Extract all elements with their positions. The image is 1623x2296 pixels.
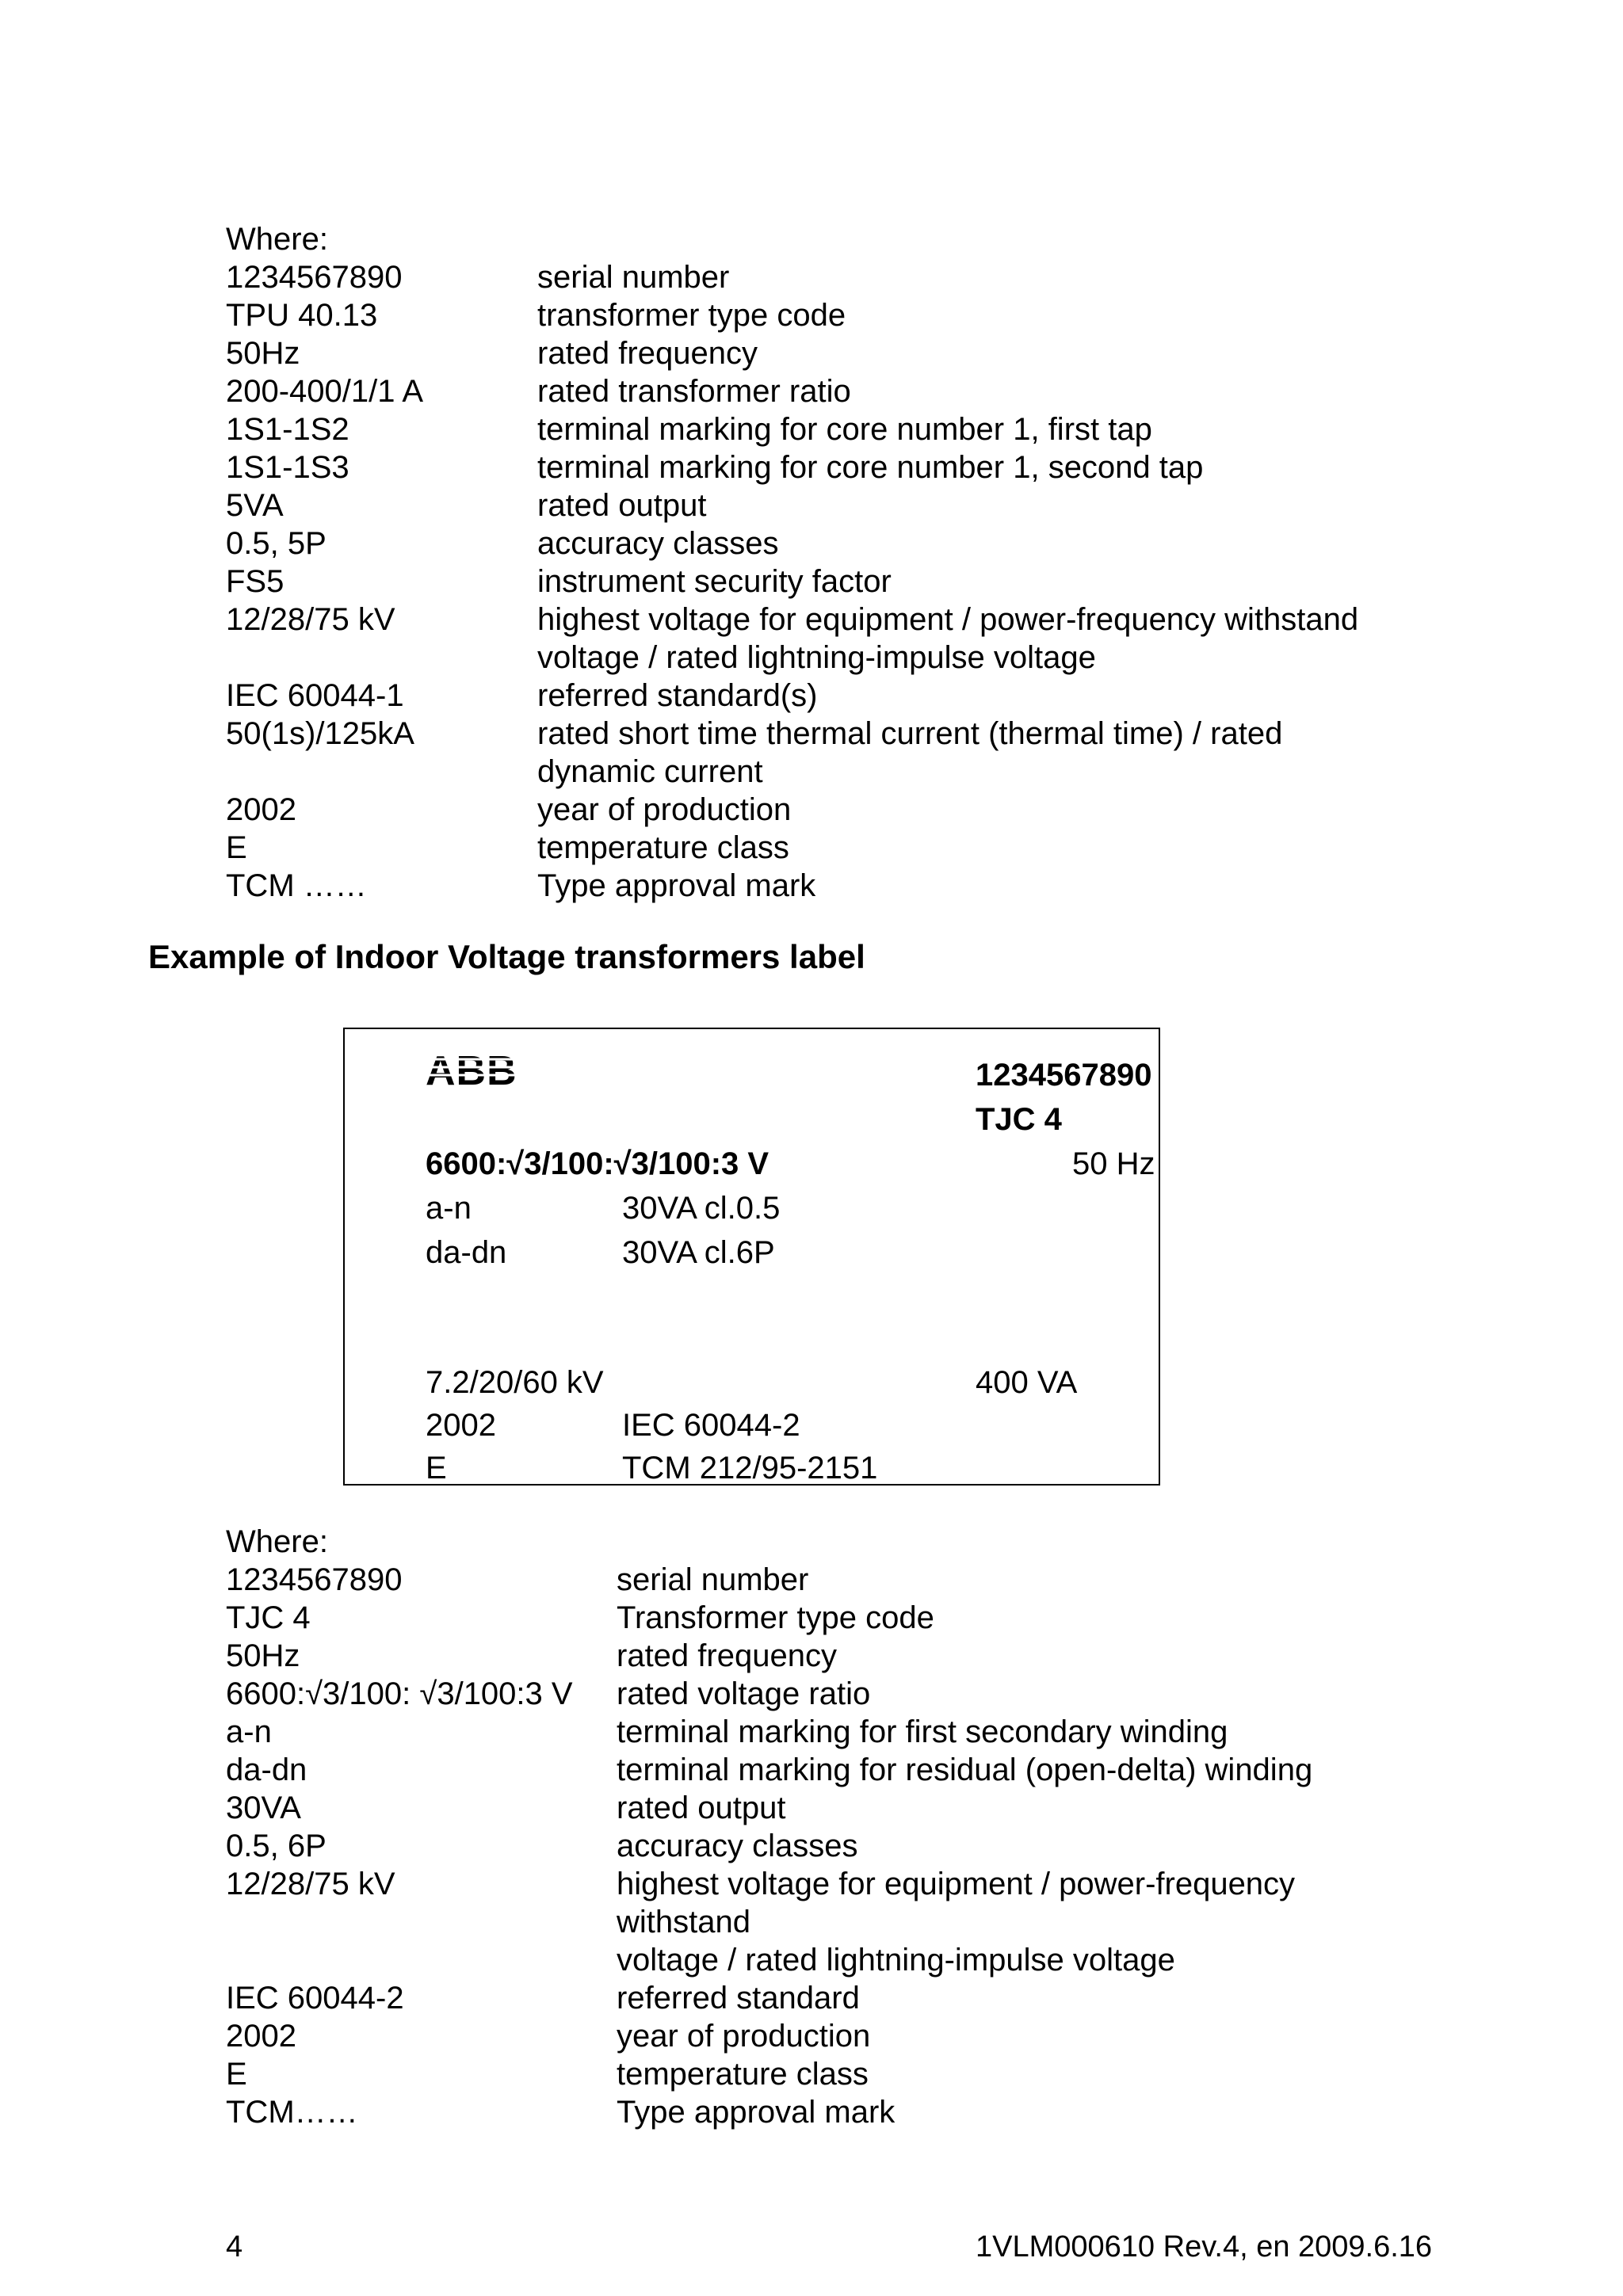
legend-description: rated frequency: [537, 336, 758, 371]
nameplate-type-code: TJC 4: [976, 1102, 1062, 1137]
legend-row: [226, 1789, 1415, 1827]
legend-description: accuracy classes: [537, 526, 779, 561]
legend-description: Type approval mark: [617, 2095, 896, 2130]
legend-intro: Where:: [226, 222, 328, 257]
document-id: 1VLM000610 Rev.4, en 2009.6.16: [976, 2230, 1433, 2264]
legend-description: rated output: [617, 1791, 786, 1825]
legend-term: E: [226, 830, 247, 865]
legend-row: [226, 867, 1415, 905]
legend-row: [226, 601, 1415, 677]
legend-description: temperature class: [537, 830, 789, 865]
legend-row: [226, 296, 1415, 334]
legend-term: TCM ……: [226, 868, 367, 903]
legend-description: Transformer type code: [617, 1600, 934, 1635]
legend-term: 12/28/75 kV: [226, 1867, 395, 1901]
legend-term: 200-400/1/1 A: [226, 374, 424, 409]
legend-row: [226, 486, 1415, 524]
nameplate-thermal-rating: 400 VA: [976, 1365, 1078, 1400]
nameplate-approval-mark: TCM 212/95-2151: [622, 1451, 878, 1486]
legend-term: E: [226, 2057, 247, 2092]
current-transformer-legend: [226, 220, 1415, 905]
legend-term: 50(1s)/125kA: [226, 716, 414, 751]
legend-row: [226, 1979, 1415, 2017]
section-heading: Example of Indoor Voltage transformers label: [148, 938, 865, 975]
legend-term: TJC 4: [226, 1600, 311, 1635]
legend-term: 1234567890: [226, 1562, 403, 1597]
legend-row: [226, 1941, 1415, 1979]
legend-row: [226, 372, 1415, 410]
legend-term: IEC 60044-2: [226, 1981, 404, 2016]
legend-row: [226, 829, 1415, 867]
nameplate-standard: IEC 60044-2: [622, 1408, 800, 1443]
nameplate-voltage-ratio: 6600:√3/100:√3/100:3 V: [426, 1146, 769, 1181]
legend-term: 50Hz: [226, 336, 300, 371]
legend-row: [226, 677, 1415, 715]
legend-description: highest voltage for equipment / power-frequency withstand voltage / rated lightning-impulse voltage: [537, 602, 1359, 675]
nameplate-winding-2-rating: 30VA cl.6P: [622, 1235, 775, 1270]
legend-row: [226, 715, 1415, 791]
nameplate-winding-2-terminal: da-dn: [426, 1235, 507, 1270]
abb-logo: [426, 1050, 529, 1089]
legend-intro: Where:: [226, 1524, 328, 1559]
nameplate-winding-1-terminal: a-n: [426, 1191, 472, 1226]
legend-term: 0.5, 6P: [226, 1829, 327, 1863]
legend-description: referred standard(s): [537, 678, 818, 713]
legend-description: terminal marking for first secondary winding: [617, 1714, 1228, 1749]
legend-row: [226, 334, 1415, 372]
nameplate-temperature-class: E: [426, 1451, 447, 1486]
legend-row: [226, 563, 1415, 601]
legend-description: serial number: [537, 260, 730, 295]
nameplate-winding-1-rating: 30VA cl.0.5: [622, 1191, 781, 1226]
legend-description: terminal marking for core number 1, first tap: [537, 412, 1152, 447]
legend-row: [226, 1561, 1415, 1599]
legend-term: 1S1-1S3: [226, 450, 349, 485]
legend-description: accuracy classes: [617, 1829, 858, 1863]
voltage-transformer-legend: [226, 1523, 1415, 2131]
legend-row: [226, 1675, 1415, 1713]
nameplate-label: [343, 1028, 1160, 1486]
legend-term: 2002: [226, 792, 296, 827]
nameplate-frequency: 50 Hz: [1072, 1146, 1155, 1181]
nameplate-serial-number: 1234567890: [976, 1058, 1152, 1093]
nameplate-insulation-level: 7.2/20/60 kV: [426, 1365, 604, 1400]
legend-description: rated output: [537, 488, 707, 523]
legend-description: serial number: [617, 1562, 809, 1597]
legend-term: TPU 40.13: [226, 298, 378, 333]
legend-term: 50Hz: [226, 1638, 300, 1673]
legend-term: FS5: [226, 564, 285, 599]
legend-term: 2002: [226, 2019, 296, 2054]
legend-description: transformer type code: [537, 298, 846, 333]
legend-description: terminal marking for residual (open-delta) winding: [617, 1753, 1313, 1787]
legend-row: [226, 1599, 1415, 1637]
legend-description: rated frequency: [617, 1638, 837, 1673]
legend-term: 1S1-1S2: [226, 412, 349, 447]
legend-description: Type approval mark: [537, 868, 816, 903]
legend-row: [226, 1865, 1415, 1941]
legend-row: [226, 1827, 1415, 1865]
legend-row: [226, 410, 1415, 448]
nameplate-year: 2002: [426, 1408, 496, 1443]
legend-term: 6600:√3/100: √3/100:3 V: [226, 1676, 573, 1711]
legend-row: [226, 448, 1415, 486]
legend-description: highest voltage for equipment / power-frequency withstand: [617, 1867, 1296, 1939]
legend-row: [226, 524, 1415, 563]
abb-logo-lettering: ABB: [426, 1050, 517, 1089]
legend-term: 0.5, 5P: [226, 526, 327, 561]
legend-description: rated voltage ratio: [617, 1676, 871, 1711]
legend-term: TCM……: [226, 2095, 358, 2130]
legend-term: a-n: [226, 1714, 272, 1749]
legend-term: 1234567890: [226, 260, 403, 295]
legend-row: [226, 1751, 1415, 1789]
legend-term: IEC 60044-1: [226, 678, 404, 713]
page-number: 4: [226, 2230, 243, 2264]
legend-description: referred standard: [617, 1981, 860, 2016]
legend-term: da-dn: [226, 1753, 307, 1787]
legend-row: [226, 2017, 1415, 2055]
legend-description: year of production: [537, 792, 792, 827]
legend-description: instrument security factor: [537, 564, 892, 599]
legend-description: rated short time thermal current (thermal time) / rated dynamic current: [537, 716, 1283, 789]
legend-row: [226, 1713, 1415, 1751]
legend-description: terminal marking for core number 1, second tap: [537, 450, 1204, 485]
legend-row: [226, 1637, 1415, 1675]
legend-row: [226, 791, 1415, 829]
legend-description: voltage / rated lightning-impulse voltage: [617, 1943, 1175, 1978]
legend-description: year of production: [617, 2019, 871, 2054]
legend-row: [226, 258, 1415, 296]
legend-row: [226, 2093, 1415, 2131]
legend-row: [226, 2055, 1415, 2093]
legend-term: 5VA: [226, 488, 284, 523]
legend-term: 12/28/75 kV: [226, 602, 395, 637]
legend-description: temperature class: [617, 2057, 869, 2092]
legend-description: rated transformer ratio: [537, 374, 851, 409]
legend-term: 30VA: [226, 1791, 301, 1825]
